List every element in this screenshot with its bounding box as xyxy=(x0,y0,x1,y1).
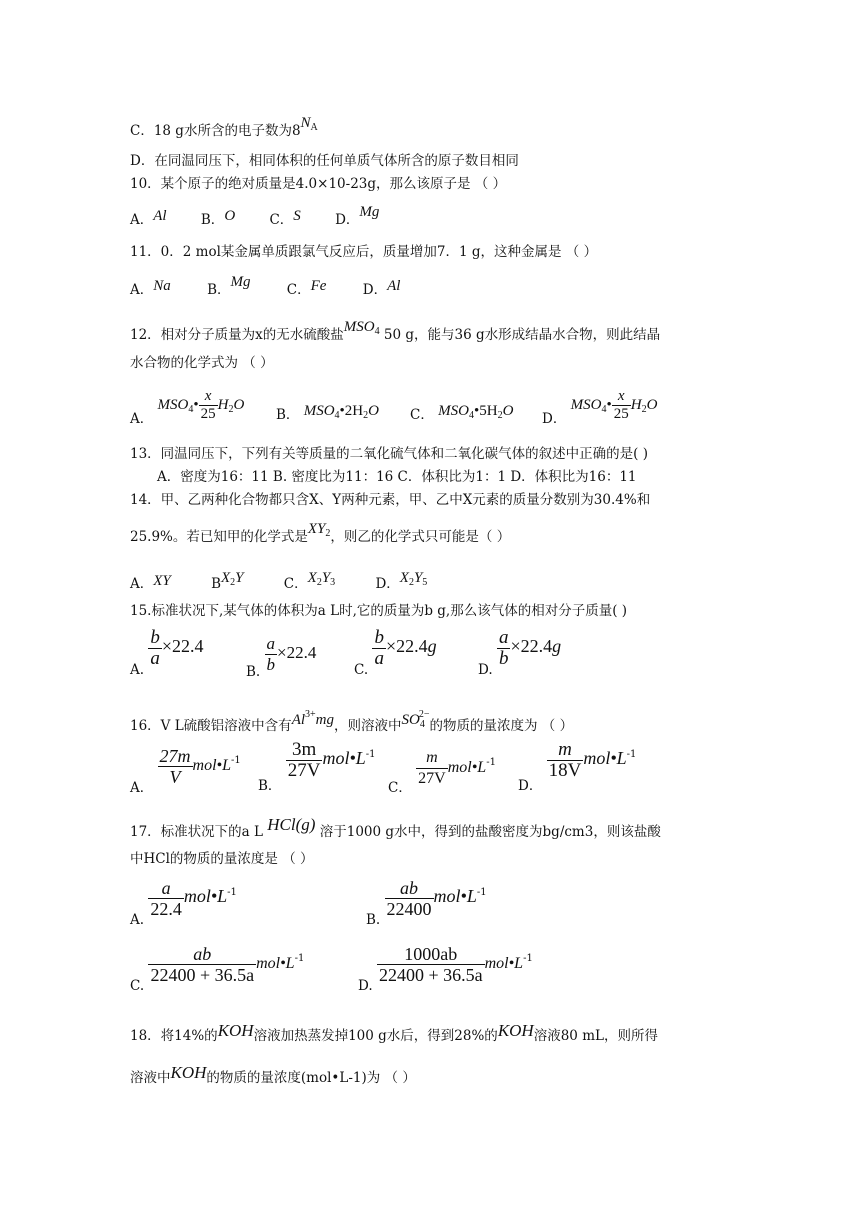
q16-option-c: C． $\frac{m}{27V}$ $mol•L^{-1}$ xyxy=(388,749,496,796)
q16-option-a: A． $\frac{27m}{V}$ $mol•L^{-1}$ xyxy=(130,746,241,796)
q18-stem-line2: 溶液中KOH的物质的量浓度(mol•L-1)为 （ ） xyxy=(130,1063,416,1086)
q11-options: A．Na B．Mg C．Fe D．Al xyxy=(130,274,401,298)
q10-options: A．Al B．O C．S D．Mg xyxy=(130,204,380,228)
q15-option-c: C. $\frac{b}{a}$ ×22.4g xyxy=(354,627,437,678)
q13-options: A．密度为16：11 B. 密度比为11：16 C．体积比为1：1 D．体积比为16：11 xyxy=(157,469,637,485)
q9c-text: C．18 g水所含的电子数为8 xyxy=(130,123,301,139)
q15-option-a: A. $\frac{b}{a}$ ×22.4 xyxy=(130,627,204,678)
q17-option-c: C. $\frac{ab}{22400 + 36.5a}$ $mol•L^{-1}$ xyxy=(130,944,305,994)
q12-option-c: C． $MSO_4•5H_2O$ xyxy=(410,403,514,423)
q9-option-d: D．在同温同压下，相同体积的任何单质气体所含的原子数目相同 xyxy=(130,153,519,169)
q12-stem-line1: 12．相对分子质量为x的无水硫酸盐$MSO_4$ 50 g，能与36 g水形成结晶水合物，则此结晶 xyxy=(130,319,661,343)
q11-stem: 11．0．2 mol某金属单质跟氯气反应后，质量增加7．1 g，这种金属是 （ ） xyxy=(130,244,598,260)
q17-stem-line1: 17．标准状况下的a L HCl(g) 溶于1000 g水中，得到的盐酸密度为bg/cm3，则该盐酸 xyxy=(130,815,661,840)
q16-stem: 16．V L硫酸铝溶液中含有$Al^{3+}mg$，则溶液中$SO_4^{2-}$的物质的量浓度为 （ ） xyxy=(130,709,574,734)
q16-option-d: D． $\frac{m}{18V}$ $mol•L^{-1}$ xyxy=(518,739,637,794)
q17-option-d: D. $\frac{1000ab}{22400 + 36.5a}$ $mol•L^{-1}$ xyxy=(358,944,533,994)
q9-option-c xyxy=(130,115,318,145)
q12-option-d: D． $MSO_4•$ $\frac{x}{25}$ $H_2O$ xyxy=(542,388,658,427)
q18-stem-line1: 18．将14%的KOH溶液加热蒸发掉100 g水后，得到28%的KOH溶液80 mL，则所得 xyxy=(130,1021,658,1044)
q12-option-a: A． $MSO_4•$ $\frac{x}{25}$ $H_2O$ xyxy=(130,388,245,427)
q14-stem-line2: 25.9%。若已知甲的化学式是$XY_2$，则乙的化学式只可能是（ ） xyxy=(130,521,511,545)
q14-stem-line1: 14．甲、乙两种化合物都只含X、Y两种元素，甲、乙中X元素的质量分数别为30.4%和 xyxy=(130,492,651,508)
q17-stem-line2: 中HCl的物质的量浓度是 （ ） xyxy=(130,851,314,867)
q12-stem-line2: 水合物的化学式为 （ ） xyxy=(130,355,274,371)
q9c-symbol: $N_A$ xyxy=(300,115,318,133)
q10-stem: 10．某个原子的绝对质量是4.0×10-23g，那么该原子是 （ ） xyxy=(130,176,507,192)
q14-options: A．XY $BX_2Y$ C．$X_2Y_3$ D．$X_2Y_5$ xyxy=(130,570,428,592)
q12-option-b: B． $MSO_4•2H_2O$ xyxy=(276,403,379,423)
q16-option-b: B． $\frac{3m}{27V}$ $mol•L^{-1}$ xyxy=(258,739,376,794)
q15-option-d: D. $\frac{a}{b}$ ×22.4g xyxy=(478,627,562,678)
q17-option-a: A. $\frac{a}{22.4}$ $mol•L^{-1}$ xyxy=(130,878,237,928)
q17-option-b: B. $\frac{ab}{22400}$ $mol•L^{-1}$ xyxy=(366,878,487,928)
q13-stem: 13．同温同压下，下列有关等质量的二氧化硫气体和二氧化碳气体的叙述中正确的是( ) xyxy=(130,446,649,462)
q15-stem: 15.标准状况下,某气体的体积为a L时,它的质量为b g,那么该气体的相对分子质量( ) xyxy=(130,603,628,619)
q15-option-b: B. $\frac{a}{b}$ ×22.4 xyxy=(246,634,317,680)
